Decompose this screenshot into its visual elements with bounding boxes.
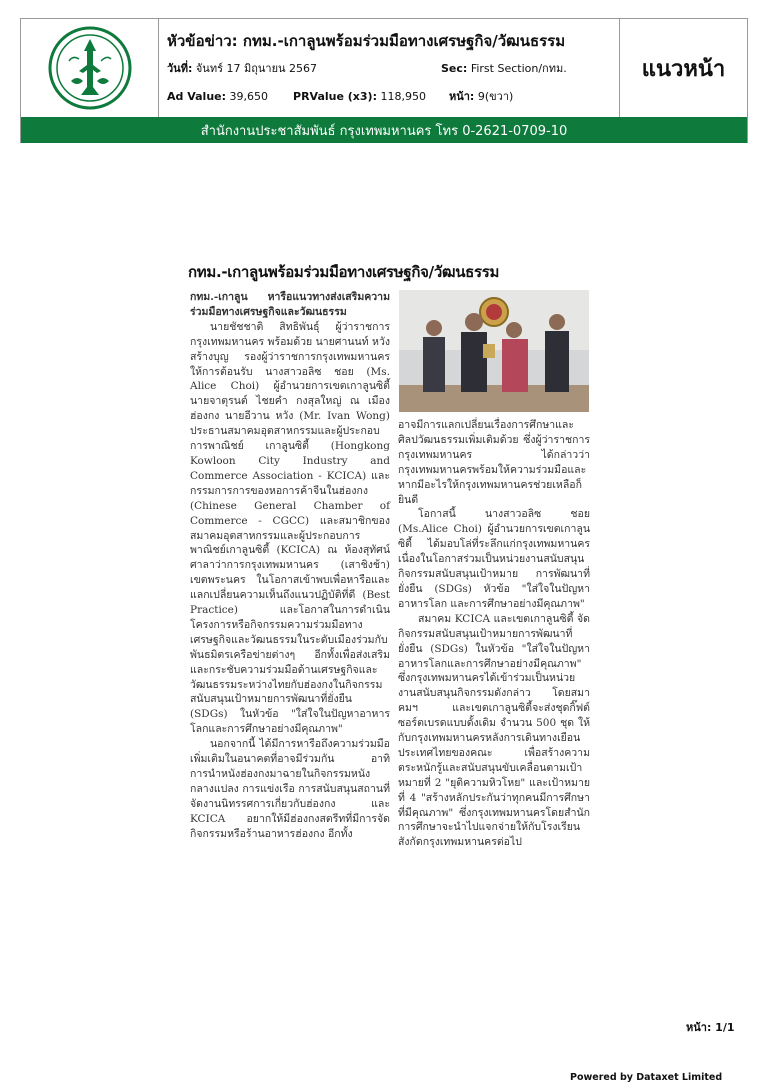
news-section (441, 59, 567, 77)
clipping-info (159, 19, 619, 117)
sec-label: Sec: (441, 62, 468, 75)
title-value: กทม.-เกาลูนพร้อมร่วมมือทางเศรษฐกิจ/วัฒนธรรม (242, 32, 566, 50)
article-lead: กทม.-เกาลูน หารือแนวทางส่งเสริมความร่วมมือทางเศรษฐกิจและวัฒนธรรม (190, 291, 390, 318)
bma-seal-icon (47, 25, 133, 111)
news-title (167, 29, 565, 53)
article-headline: กทม.-เกาลูนพร้อมร่วมมือทางเศรษฐกิจ/วัฒนธรรม (188, 263, 500, 281)
article-paragraph: อาจมีการแลกเปลี่ยนเรื่องการศึกษาและศิลปวัฒนธรรมเพิ่มเติมด้วย ซึ่งผู้ว่าราชการกรุงเทพมหานคร ได้กล่าวว่า กรุงเทพมหานครพร้อมให้ความร่วมมือและหากมีอะไรให้กรุงเทพมหานครช่วยเหลือก็ยินดี (398, 419, 590, 506)
office-bar: สำนักงานประชาสัมพันธ์ กรุงเทพมหานคร โทร 0-2621-0709-10 (21, 117, 747, 143)
article-column-2 (398, 418, 590, 850)
bma-logo (21, 19, 159, 117)
article-column-1 (190, 290, 390, 842)
page-value: 9(ขวา) (477, 90, 514, 103)
powered-by: Powered by Dataxet Limited (570, 1072, 723, 1083)
newspaper-name: แนวหน้า (619, 19, 747, 117)
group-photo-icon (399, 290, 589, 412)
article-paragraph: นอกจากนี้ ได้มีการหารือถึงความร่วมมือเพิ่มเติมในอนาคตที่อาจมีร่วมกัน อาทิ การนำหนังฮ่องกงมาฉายในกิจกรรมหนังกลางแปลง การแข่งเรือ การสนับสนุนสถานที่จัดงานนิทรรศการเกี่ยวกับฮ่องกง และ KCICA อยากให้มีฮ่องกงสตรีทที่มีการจัดกิจกรรมหรือร้านอาหารฮ่องกง อีกทั้ง (190, 738, 390, 840)
news-date (167, 59, 317, 77)
date-value: จันทร์ 17 มิถุนายน 2567 (195, 62, 318, 75)
clipping-header (20, 18, 748, 143)
page-indicator: หน้า: 1/1 (686, 1021, 735, 1034)
pr-value-label: PRValue (x3): (293, 90, 377, 103)
article-photo (399, 290, 589, 412)
title-label: หัวข้อข่าว: (167, 32, 238, 50)
page-label: หน้า: (448, 90, 475, 103)
pr-value: 118,950 (380, 90, 426, 103)
ad-value-label: Ad Value: (167, 90, 227, 103)
sec-value: First Section/กทม. (470, 62, 567, 75)
date-label: วันที่: (167, 62, 193, 75)
article-paragraph: โอกาสนี้ นางสาวอลิซ ชอย (Ms.Alice Choi) ผู้อำนวยการเขตเกาลูนซิตี้ ได้มอบโล่ที่ระลึกแก่กรุงเทพมหานคร เนื่องในโอกาสร่วมเป็นหน่วยงานสนับสนุนกิจกรรมสนับสนุนเป้าหมาย การพัฒนาที่ยั่งยืน (SDGs) หัวข้อ "ใส่ใจในปัญหาอาหารโลก และการศึกษาอย่างมีคุณภาพ" (398, 508, 590, 610)
ad-value: 39,650 (229, 90, 269, 103)
news-values (167, 87, 513, 105)
article-paragraph: สมาคม KCICA และเขตเกาลูนซิตี้ จัดกิจกรรมสนับสนุนเป้าหมายการพัฒนาที่ยั่งยืน (SDGs) ในหัวข้อ "ใส่ใจในปัญหาอาหารโลกและการศึกษาอย่างมีคุณภาพ" ซึ่งกรุงเทพมหานครได้เข้าร่วมเป็นหน่วยงานสนับสนุนกิจกรรมดังกล่าว โดยสมาคมฯ และเขตเกาลูนซิตี้จะส่งชุดกิ๊ฟต์ซอร์ตเบรดแบบดั้งเดิม จำนวน 500 ชุด ให้กับกรุงเทพมหานครหลังการเดินทางเยือนประเทศไทยของคณะ เพื่อสร้างความตระหนักรู้และสนับสนุนขับเคลื่อนตามเป้าหมายที่ 2 "ยุติความหิวโหย" และเป้าหมายที่ 4 "สร้างหลักประกันว่าทุกคนมีการศึกษาที่มีคุณภาพ" ซึ่งกรุงเทพมหานครโดยสำนักการศึกษาจะนำไปแจกจ่ายให้กับโรงเรียนสังกัดกรุงเทพมหานครต่อไป (398, 612, 590, 849)
article-paragraph: นายชัชชาติ สิทธิพันธุ์ ผู้ว่าราชการกรุงเทพมหานคร พร้อมด้วย นายศานนท์ หวังสร้างบุญ รองผู้ว่าราชการกรุงเทพมหานคร ให้การต้อนรับ นางสาวอลิซ ชอย (Ms. Alice Choi) ผู้อำนวยการเขตเกาลูนซิตี้ นายจาตุรนต์ ไชยคำ กงสุลใหญ่ ณ เมืองฮ่องกง นายอีวาน หวัง (Mr. Ivan Wong) ประธานสมาคมอุตสาหกรรมและผู้ประกอบการพาณิชย์ เกาลูนซิตี้ (Hongkong Kowloon City Industry and Commerce Association - KCICA) และกรรมการการของหอการค้าจีนในฮ่องกง (Chinese General Chamber of Commerce - CGCC) และสมาชิกของสมาคมอุตสาหกรรมและผู้ประกอบการพาณิชย์เกาลูนซิตี้ (KCICA) ณ ห้องสุทัศน์ ศาลาว่าการกรุงเทพมหานคร (เสาชิงช้า) เขตพระนคร ในโอกาสเข้าพบเพื่อหารือและแลกเปลี่ยนความเห็นถึงแนวปฏิบัติที่ดี (Best Practice) และโอกาสในการดำเนินโครงการหรือกิจกรรมความร่วมมือทางเศรษฐกิจและวัฒนธรรมในระดับเมืองร่วมกับพันธมิตรเครือข่ายต่างๆ อีกทั้งเพื่อส่งเสริมและกระชับความร่วมมือด้านเศรษฐกิจและวัฒนธรรมระหว่างไทยกับฮ่องกงในกิจกรรมสนับสนุนเป้าหมายการพัฒนาที่ยั่งยืน (SDGs) ในหัวข้อ "ใส่ใจในปัญหาอาหารโลกและการศึกษาอย่างมีคุณภาพ" (190, 320, 390, 736)
